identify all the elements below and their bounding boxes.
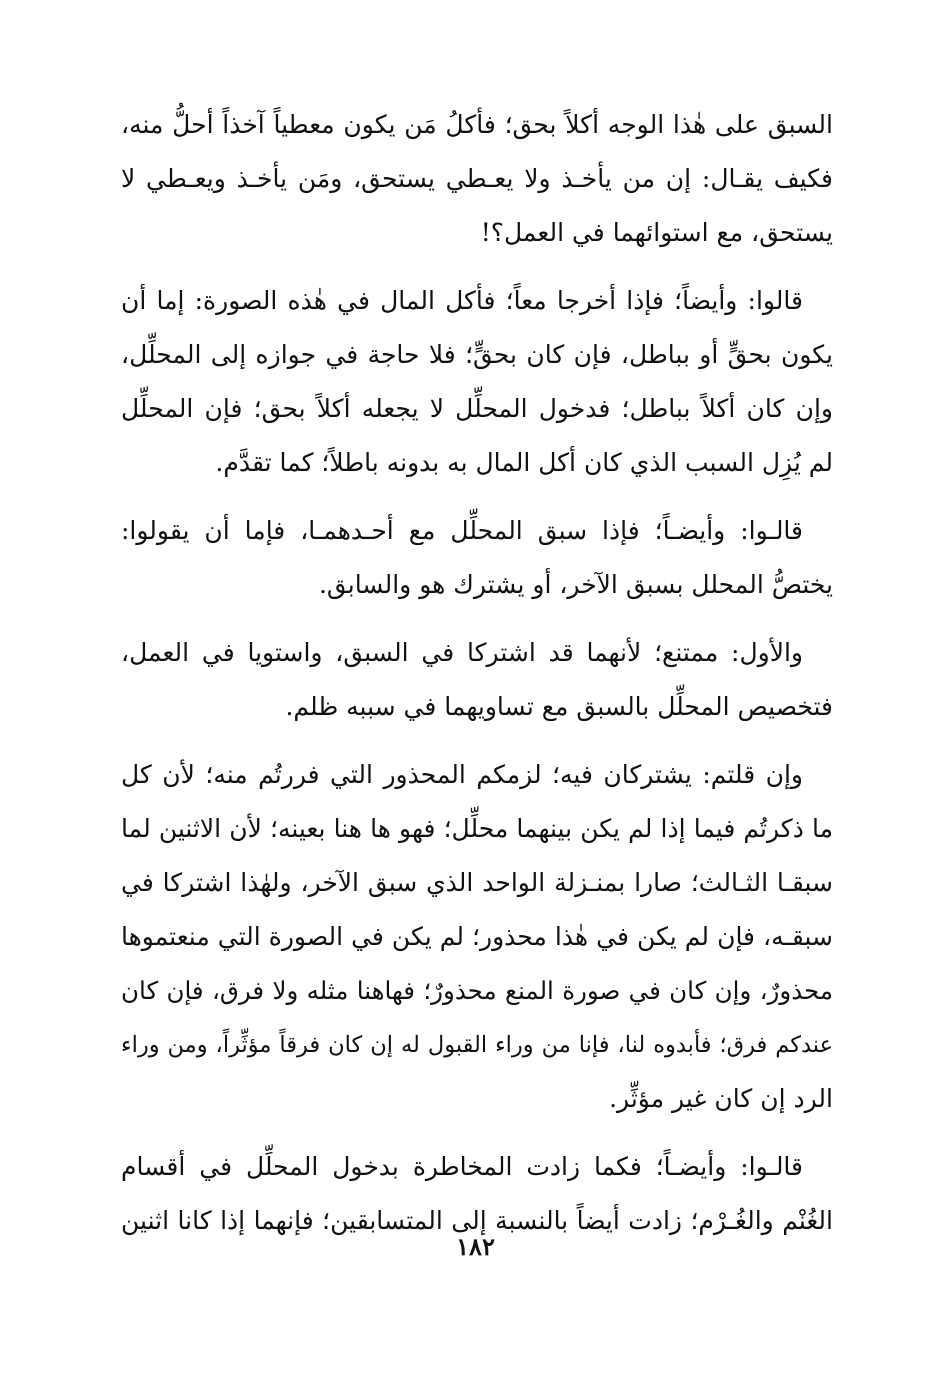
- text-line: فكيف يقـال: إن من يأخـذ ولا يعـطي يستحق، ومَن يأخـذ ويعـطي لا: [121, 164, 833, 193]
- paragraph: [121, 98, 833, 260]
- text-line: عندكم فرق؛ فأبدوه لنا، فإنا من وراء القبول له إن كان فرقاً مؤثِّراً، ومن وراء: [121, 1032, 833, 1058]
- text-line: السبق على هٰذا الوجه أكلاً بحق؛ فأكلُ مَن يكون معطياً آخذاً أحلُّ منه،: [121, 110, 833, 139]
- paragraph: [121, 274, 833, 490]
- body-text: [121, 98, 833, 1248]
- text-line: يستحق، مع استوائهما في العمل؟!: [480, 218, 833, 247]
- text-line: سبقـا الثـالث؛ صارا بمنـزلة الواحد الذي سبق الآخر، ولهٰذا اشتركا في: [121, 868, 833, 897]
- text-line: محذورٌ، وإن كان في صورة المنع محذورٌ؛ فهاهنا مثله ولا فرق، فإن كان: [121, 976, 833, 1005]
- text-line: قالـوا: وأيضـاً؛ فكما زادت المخاطرة بدخول المحلِّل في أقسام: [121, 1152, 803, 1181]
- text-line: والأول: ممتنع؛ لأنهما قد اشتركا في السبق، واستويا في العمل،: [121, 638, 803, 667]
- text-line: قالـوا: وأيضـاً؛ فإذا سبق المحلِّل مع أحـدهمـا، فإما أن يقولوا:: [121, 516, 803, 545]
- paragraph: [121, 626, 833, 734]
- text-line: وإن كان أكلاً بباطل؛ فدخول المحلِّل لا يجعله أكلاً بحق؛ فإن المحلِّل: [121, 394, 833, 423]
- text-line: يختصُّ المحلل بسبق الآخر، أو يشترك هو والسابق.: [318, 570, 833, 599]
- page-number: ١٨٢: [456, 1232, 495, 1261]
- text-line: الغُنْم والغُـرْم؛ زادت أيضاً بالنسبة إلى المتسابقين؛ فإنهما إذا كانا اثنين: [121, 1206, 833, 1235]
- text-line: ما ذكرتُم فيما إذا لم يكن بينهما محلِّل؛ فهو ها هنا بعينه؛ لأن الاثنين لما: [121, 814, 833, 843]
- text-line: لم يُزِل السبب الذي كان أكل المال به بدونه باطلاً؛ كما تقدَّم.: [215, 448, 833, 477]
- paragraph: [121, 748, 833, 1126]
- text-line: فتخصيص المحلِّل بالسبق مع تساويهما في سببه ظلم.: [285, 692, 833, 721]
- text-line: وإن قلتم: يشتركان فيه؛ لزمكم المحذور التي فررتُم منه؛ لأن كل: [121, 760, 803, 789]
- text-line: سبقـه، فإن لم يكن في هٰذا محذور؛ لم يكن في الصورة التي منعتموها: [121, 922, 833, 951]
- text-line: يكون بحقٍّ أو بباطل، فإن كان بحقٍّ؛ فلا حاجة في جوازه إلى المحلِّل،: [121, 340, 833, 369]
- paragraph: [121, 504, 833, 612]
- text-line: قالوا: وأيضاً؛ فإذا أخرجا معاً؛ فأكل المال في هٰذه الصورة: إما أن: [121, 286, 803, 315]
- text-line: الرد إن كان غير مؤثِّر.: [609, 1084, 833, 1113]
